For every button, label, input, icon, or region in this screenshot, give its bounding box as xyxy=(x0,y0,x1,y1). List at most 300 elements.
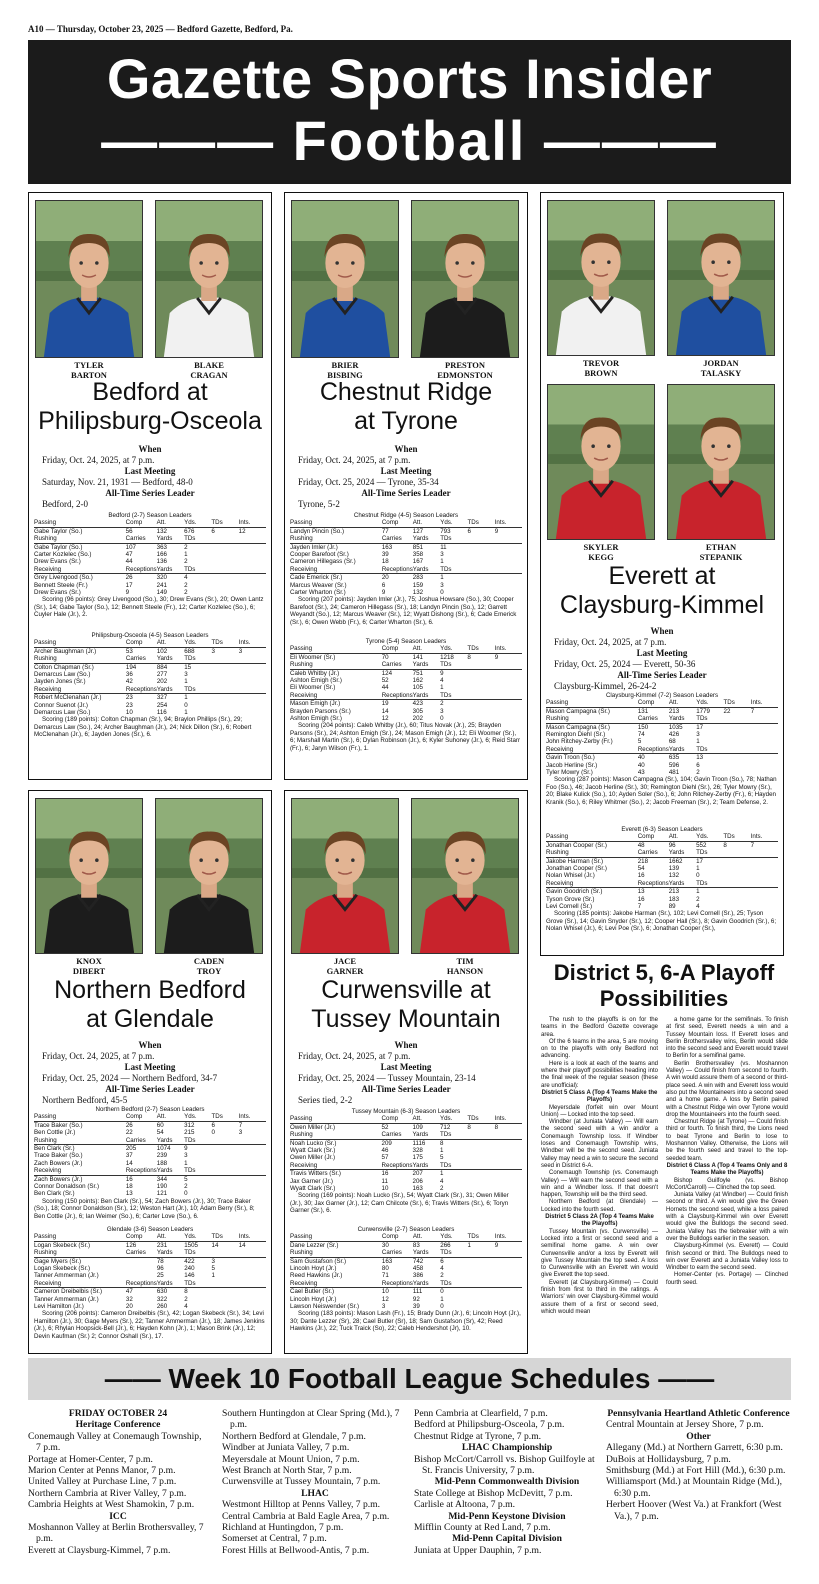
stats-cell xyxy=(467,715,494,722)
stats-cell: 163 xyxy=(381,543,393,551)
stats-table xyxy=(290,519,522,596)
season-leaders-caption: Northern Bedford (2-7) Season Leaders xyxy=(95,1106,205,1113)
stats-cell: 74 xyxy=(637,731,645,739)
stats-cell xyxy=(467,700,494,708)
stats-cell: Passing xyxy=(546,699,638,707)
player-last-name: TROY xyxy=(196,966,222,976)
stats-cell: 6 xyxy=(211,1121,215,1129)
stats-cell: Att. xyxy=(413,645,440,653)
scoring-note: Scoring (189 points): Colton Chapman (Sr.), 94; Braylon Phillips (Sr.), 29; Demarcus Law (So.), 24; Archer Baughman (Jr.), 24; Nick Dillon (Sr.), 6; Robert McClenahan (Jr.), 6; Jayden Jones (Sr.), 6. xyxy=(34,716,252,739)
stats-cell: 52 xyxy=(381,1123,389,1131)
stats-cell xyxy=(751,903,778,910)
stats-cell: 630 xyxy=(156,1288,168,1296)
stats-cell: 10 xyxy=(381,1185,389,1193)
season-leaders xyxy=(34,1226,266,1340)
stats-cell xyxy=(724,723,751,731)
player-first-name: JACE xyxy=(333,956,357,966)
stats-section-header xyxy=(290,645,522,653)
stats-cell: 3 xyxy=(184,671,188,679)
stats-cell: 166 xyxy=(156,551,167,559)
stats-cell: 0 xyxy=(440,589,444,597)
stats-cell: 328 xyxy=(412,1147,423,1155)
schedule-game: Northern Cambria at River Valley, 7 p.m. xyxy=(28,1487,187,1499)
stats-cell: 11 xyxy=(440,543,447,551)
player-last-name: TALASKY xyxy=(700,368,742,378)
scoring-note: Scoring (183 points): Mason Lash (Fr.), 15; Brady Dunn (Jr.), 6; Lincoln Hoyt (Jr.), 30; Dante Lezzer (Sr), 28; Cael Butler (Sr), 18; Sam Gustafson (Sr), 42; Reed Hawkins (Jr.), 22; Tuck Traick (So), 22; Caleb Hendershot (Jr), 10. xyxy=(290,1310,521,1333)
stats-cell xyxy=(212,1288,239,1296)
season-leaders-caption: Everett (6-3) Season Leaders xyxy=(621,826,703,833)
stats-cell: Zach Bowers (Jr.) xyxy=(34,1175,83,1183)
stats-cell xyxy=(239,1190,266,1197)
stats-cell: Yds. xyxy=(440,645,467,653)
stats-cell: Yds. xyxy=(184,1233,211,1241)
stats-cell: Comp xyxy=(126,639,157,647)
game-title-line2: Philipsburg-Osceola xyxy=(38,407,262,435)
stats-cell: Receiving xyxy=(290,1162,382,1170)
stats-cell: 23 xyxy=(125,694,133,702)
stats-cell: 7 xyxy=(750,707,755,715)
series-leader-value: Northern Bedford, 45-5 xyxy=(42,1095,128,1105)
stats-cell: Yds. xyxy=(184,639,211,647)
when-value: Friday, Oct. 24, 2025, at 7 p.m. xyxy=(554,637,667,647)
stats-cell: Bennett Steele (Fr.) xyxy=(34,581,88,589)
stats-cell: 22 xyxy=(125,1129,133,1137)
game-title-line1: Everett at xyxy=(608,562,716,590)
stats-cell: 3 xyxy=(440,581,444,589)
stats-cell xyxy=(723,857,750,865)
stats-cell xyxy=(212,694,239,702)
scoring-note: Scoring (96 points): Grey Livengood (So.), 30; Drew Evans (Sr.), 20; Owen Lantz (Sr.), 14; Gabe Taylor (So.), 12; Bennett Steele (Fr.), 12; Carter Kozlelec (So.), 6; Cuyler Hale (Jr.), 2. xyxy=(34,596,264,619)
stats-cell xyxy=(723,896,750,903)
player-first-name: PRESTON xyxy=(445,360,485,370)
stats-cell: 1035 xyxy=(668,723,683,731)
player-last-name: BROWN xyxy=(584,368,618,378)
season-leaders xyxy=(290,1226,522,1333)
stats-cell: Logan Skebeck (Sr.) xyxy=(34,1265,91,1273)
stats-cell: Ashton Emigh (Sr.) xyxy=(290,677,342,685)
stats-cell: Passing xyxy=(546,833,638,841)
stats-cell: Passing xyxy=(34,639,126,647)
stats-cell xyxy=(239,1160,266,1167)
stats-cell: 102 xyxy=(156,647,168,655)
stats-cell: Passing xyxy=(290,1233,382,1241)
stats-cell: 89 xyxy=(668,903,676,911)
player-first-name: KNOX xyxy=(76,956,102,966)
stats-cell xyxy=(467,1178,494,1185)
stats-cell: TDs xyxy=(184,566,211,574)
stats-cell: Carries xyxy=(382,535,413,543)
stats-section-header xyxy=(290,566,522,574)
stats-cell xyxy=(211,589,238,596)
stats-cell: 2 xyxy=(184,558,188,566)
stats-cell: Ints. xyxy=(495,519,522,527)
district-paragraph: Everett (at Claysburg-Kimmel) — Could finish from first to third in the ratings. A Warriors' win over Claysburg-Kimmel would assure them of a first or second seed, which would mean xyxy=(541,1279,658,1315)
stats-cell: TDs xyxy=(211,1113,238,1121)
stats-cell: Yards xyxy=(157,566,184,574)
season-leaders-caption: Tussey Mountain (6-3) Season Leaders xyxy=(351,1108,461,1115)
stats-cell: Eli Woomer (Sr.) xyxy=(290,684,336,692)
stats-cell xyxy=(495,1280,522,1288)
stats-cell: 136 xyxy=(156,558,167,566)
stats-cell xyxy=(126,1257,157,1265)
stats-cell: Carries xyxy=(638,849,669,857)
last-meeting-value: Friday, Oct. 25, 2024 — Northern Bedford, 34-7 xyxy=(42,1073,218,1083)
stats-cell xyxy=(724,738,751,745)
district-paragraph: Conemaugh Township (vs. Conemaugh Valley) — Will earn the second seed with a win and a Windber loss. If that doesn't happen, Township will be the third seed. xyxy=(541,1170,658,1199)
stats-cell xyxy=(239,702,266,709)
stats-cell xyxy=(211,1167,238,1175)
schedule-game: Carlisle at Altoona, 7 p.m. xyxy=(414,1499,515,1511)
stats-row xyxy=(290,1265,522,1272)
schedule-game: Smithsburg (Md.) at Fort Hill (Md.), 6:30 p.m. xyxy=(606,1465,786,1477)
stats-section-header xyxy=(290,1131,522,1139)
stats-cell: TDs xyxy=(212,639,239,647)
stats-cell xyxy=(467,582,494,589)
stats-cell: 3 xyxy=(381,1303,386,1311)
season-leaders xyxy=(290,512,522,626)
stats-cell xyxy=(495,1139,522,1147)
stats-cell: 132 xyxy=(156,527,167,535)
stats-cell: 742 xyxy=(412,1257,424,1265)
stats-cell: Carries xyxy=(126,1137,157,1145)
stats-row xyxy=(34,1121,266,1129)
stats-row xyxy=(34,551,266,558)
stats-cell xyxy=(211,1175,238,1183)
stats-cell: Comp xyxy=(382,1115,413,1123)
stats-cell: 241 xyxy=(156,581,167,589)
stats-row xyxy=(34,527,266,535)
stats-cell: Yards xyxy=(669,746,696,754)
stats-cell: 1505 xyxy=(184,1241,198,1249)
stats-row xyxy=(34,543,266,551)
stats-row xyxy=(290,1241,522,1249)
stats-cell xyxy=(495,1296,522,1303)
stats-section-header xyxy=(34,1233,266,1241)
stats-cell: Gabe Taylor (So.) xyxy=(34,527,83,535)
schedule-game: Moshannon Valley at Berlin Brothersvalley, 7 p.m. xyxy=(28,1522,204,1545)
stats-cell: Ben Clark (Sr.) xyxy=(34,1145,75,1153)
stats-cell: Remington Diehl (Sr.) xyxy=(546,731,606,739)
stats-cell: Passing xyxy=(290,1115,382,1123)
stats-cell xyxy=(239,1288,266,1296)
stats-cell: TDs xyxy=(440,535,467,543)
stats-cell: 676 xyxy=(184,527,195,535)
stats-cell xyxy=(239,1303,266,1310)
stats-cell: Receptions xyxy=(125,1279,157,1287)
stats-cell: 260 xyxy=(156,1303,168,1311)
stats-cell xyxy=(211,1137,238,1145)
stats-cell xyxy=(211,566,238,574)
stats-row xyxy=(34,1303,266,1310)
stats-cell: 18 xyxy=(125,1183,133,1191)
stats-cell xyxy=(495,543,522,551)
district-paragraph: Of the 6 teams in the area, 5 are moving on to the playoffs with only Bedford not advancing. xyxy=(541,1038,658,1060)
stats-cell: Brayden Parsons (Sr.) xyxy=(290,707,351,715)
stats-cell: Receptions xyxy=(637,879,669,887)
stats-row xyxy=(290,582,522,589)
stats-cell: 109 xyxy=(412,1123,423,1131)
stats-cell: 1 xyxy=(184,678,188,686)
stats-cell xyxy=(239,1272,266,1279)
stats-cell: 207 xyxy=(412,1170,423,1178)
game-title-line1: Curwensville at xyxy=(321,976,491,1004)
stats-cell: 12 xyxy=(381,715,389,723)
stats-cell: TDs xyxy=(184,535,211,543)
schedule-banner: —— Week 10 Football League Schedules —— xyxy=(28,1358,791,1400)
stats-cell: 6 xyxy=(696,761,700,769)
stats-cell: 4 xyxy=(696,903,700,911)
stats-cell: 283 xyxy=(412,574,424,582)
last-meeting-value: Friday, Oct. 25, 2024 — Everett, 50-36 xyxy=(554,659,696,669)
season-leaders xyxy=(34,1106,266,1220)
game-title-line1: Bedford at xyxy=(92,378,208,406)
stats-cell xyxy=(724,754,751,762)
stats-table xyxy=(290,1233,522,1310)
stats-cell: Carries xyxy=(638,715,669,723)
when-label: When xyxy=(394,1040,418,1050)
stats-cell: 10 xyxy=(381,1288,389,1296)
stats-cell: Rushing xyxy=(290,1249,382,1257)
stats-cell: 1 xyxy=(440,574,444,582)
stats-cell: Cameron Dreibelbis (Sr.) xyxy=(34,1288,103,1296)
stats-cell: 17 xyxy=(125,581,133,589)
stats-cell xyxy=(468,1288,495,1296)
stats-cell: 1 xyxy=(696,738,700,746)
stats-cell xyxy=(468,1296,495,1303)
schedule-game: Windber at Juniata Valley, 7 p.m. xyxy=(222,1442,350,1454)
stats-cell xyxy=(751,731,778,738)
stats-cell xyxy=(751,769,778,776)
stats-row xyxy=(290,1303,522,1310)
stats-cell: 1 xyxy=(184,551,188,559)
stats-cell: 1218 xyxy=(440,653,454,661)
player-name xyxy=(667,358,775,378)
stats-cell xyxy=(467,589,494,596)
game-info xyxy=(298,1040,514,1106)
stats-cell: 60 xyxy=(156,1121,164,1129)
stats-cell: 322 xyxy=(156,1295,168,1303)
game-title xyxy=(284,378,528,436)
stats-row xyxy=(34,1288,266,1296)
stats-cell xyxy=(495,582,522,589)
stats-section-header xyxy=(546,833,778,841)
player-name xyxy=(155,360,263,380)
stats-cell: TDs xyxy=(184,1280,211,1288)
stats-cell: Comp xyxy=(382,645,413,653)
stats-cell xyxy=(467,566,494,574)
stats-cell xyxy=(239,1249,266,1257)
stats-cell: 111 xyxy=(412,1288,423,1296)
stats-cell: 3 xyxy=(238,1129,243,1137)
stats-cell: 202 xyxy=(156,678,168,686)
stats-cell: 10 xyxy=(125,709,133,717)
stats-cell xyxy=(468,1249,495,1257)
stats-cell xyxy=(212,655,239,663)
stats-cell: 42 xyxy=(125,678,133,686)
schedule-game: Williamsport (Md.) at Mountain Ridge (Md.), 6:30 p.m. xyxy=(606,1476,783,1499)
stats-cell xyxy=(239,1280,266,1288)
stats-cell: 1662 xyxy=(668,857,683,865)
stats-cell: 1 xyxy=(184,1159,188,1167)
stats-cell: Receiving xyxy=(34,686,126,694)
stats-cell: 22 xyxy=(723,707,731,715)
stats-cell xyxy=(212,678,239,685)
schedule-heading: Other xyxy=(686,1430,711,1442)
player-last-name: EDMONSTON xyxy=(437,370,493,380)
stats-section-header xyxy=(34,535,266,543)
stats-cell: 47 xyxy=(125,551,133,559)
stats-cell: Passing xyxy=(290,519,382,527)
stats-cell: TDs xyxy=(467,519,494,527)
stats-cell: Comp xyxy=(638,699,669,707)
when-label: When xyxy=(650,626,674,636)
stats-cell: 149 xyxy=(156,589,167,597)
stats-cell: TDs xyxy=(184,1167,211,1175)
stats-row xyxy=(34,1129,266,1136)
stats-cell: 26 xyxy=(125,574,133,582)
district-subhead: District 5 Class A (Top 4 Teams Make the Playoffs) xyxy=(541,1089,658,1104)
stats-cell xyxy=(751,865,778,872)
season-leaders xyxy=(34,632,266,739)
when-value: Friday, Oct. 24, 2025, at 7 p.m. xyxy=(42,1051,155,1061)
stats-row xyxy=(290,1288,522,1296)
stats-cell: 14 xyxy=(125,1159,133,1167)
stats-cell: 96 xyxy=(156,1265,164,1273)
stats-cell: 0 xyxy=(211,1129,215,1137)
stats-row xyxy=(34,663,266,671)
player-first-name: TREVOR xyxy=(582,358,620,368)
stats-cell: Ints. xyxy=(751,699,778,707)
stats-row xyxy=(290,715,522,722)
stats-cell: Cameron Hillegass (Sr.) xyxy=(290,558,356,566)
stats-cell: 0 xyxy=(184,701,188,709)
stats-cell: Receiving xyxy=(34,1280,126,1288)
schedule-heading: LHAC xyxy=(301,1487,329,1499)
stats-cell xyxy=(239,1265,266,1272)
stats-row xyxy=(290,551,522,558)
stats-cell: TDs xyxy=(696,715,723,723)
stats-cell: 254 xyxy=(156,701,168,709)
stats-section-header xyxy=(34,686,266,694)
stats-cell: 1116 xyxy=(412,1139,426,1147)
stats-row xyxy=(290,708,522,715)
game-info xyxy=(554,626,770,692)
stats-cell: Yds. xyxy=(184,1113,211,1121)
player-last-name: GARNER xyxy=(326,966,364,976)
series-leader-value: Claysburg-Kimmel, 26-24-2 xyxy=(554,681,657,691)
stats-cell: Receiving xyxy=(290,566,382,574)
stats-cell xyxy=(495,1131,522,1139)
stats-cell xyxy=(751,746,778,754)
stats-cell xyxy=(126,1265,157,1272)
stats-cell xyxy=(495,1249,522,1257)
stats-cell: 150 xyxy=(637,723,649,731)
stats-table xyxy=(34,519,266,596)
stats-cell: Carter Wharton (Sr.) xyxy=(290,589,346,597)
stats-cell xyxy=(212,1249,239,1257)
stats-cell xyxy=(723,888,750,896)
scoring-note: Scoring (185 points): Jakobe Harman (Sr.), 102; Levi Cornell (Sr.), 25; Tyson Grove (Sr.), 14; Gavin Snyder (Sr.), 12; Cooper Hall (Sr.), 8; Gavin Goodrich (Sr.), 6; Nolan Whisel (Jr.), 6; Levi Poe (Sr.), 6; Jonathan Cooper (Sr.), xyxy=(546,910,777,933)
stats-cell: TDs xyxy=(184,686,211,694)
district-paragraph: Here is a look at each of the teams and where their playoff possibilities heading into the final week of the regular season (these are unofficial): xyxy=(541,1060,658,1089)
stats-row xyxy=(546,769,778,776)
series-leader-label: All-Time Series Leader xyxy=(617,670,707,680)
stats-row xyxy=(290,669,522,677)
stats-cell xyxy=(239,1257,266,1265)
district-title: District 5, 6-A Playoff Possibilities xyxy=(553,960,775,1011)
stats-cell: Noah Lucko (Sr.) xyxy=(290,1139,337,1147)
stats-cell: Ints. xyxy=(239,1233,266,1241)
player-name xyxy=(291,360,399,380)
stats-cell: 13 xyxy=(637,888,645,896)
stats-cell: 26 xyxy=(125,1121,133,1129)
stats-cell: Receiving xyxy=(290,692,382,700)
stats-cell: 6 xyxy=(211,527,215,535)
stats-row xyxy=(546,731,778,738)
game-title-line2: at Tyrone xyxy=(354,407,458,435)
stats-cell: 3 xyxy=(211,647,215,655)
district-column-1 xyxy=(541,1017,658,1316)
stats-cell: TDs xyxy=(468,1233,495,1241)
stats-cell: 3 xyxy=(211,1257,215,1265)
stats-cell xyxy=(212,1280,239,1288)
schedule-heading: Mid-Penn Capital Division xyxy=(452,1533,562,1545)
stats-cell xyxy=(751,880,778,888)
player-name xyxy=(667,542,775,562)
stats-cell: Robert McClenahan (Jr.) xyxy=(34,694,102,702)
stats-row xyxy=(34,647,266,655)
stats-cell: 116 xyxy=(156,709,167,717)
player-photo xyxy=(155,200,263,358)
stats-cell: 215 xyxy=(184,1129,195,1137)
stats-row xyxy=(290,684,522,691)
stats-row xyxy=(290,558,522,565)
district-column-2 xyxy=(666,1017,788,1287)
stats-section-header xyxy=(34,639,266,647)
stats-cell: 7 xyxy=(750,841,755,849)
stats-cell: Mason Emigh (Jr.) xyxy=(290,700,341,708)
schedule-game: Allegany (Md.) at Northern Garrett, 6:30 p.m. xyxy=(606,1442,783,1454)
stats-cell xyxy=(239,1167,266,1175)
stats-cell: Comp xyxy=(126,519,157,527)
stats-cell: 6 xyxy=(440,1257,444,1265)
stats-cell: TDs xyxy=(440,566,467,574)
last-meeting-value: Saturday, Nov. 21, 1931 — Bedford, 48-0 xyxy=(42,477,193,487)
stats-cell xyxy=(467,1185,494,1192)
stats-cell: Gabe Taylor (So.) xyxy=(34,543,83,551)
last-meeting-value: Friday, Oct. 25, 2024 — Tyrone, 35-34 xyxy=(298,477,439,487)
stats-row xyxy=(290,677,522,684)
player-first-name: BRIER xyxy=(331,360,359,370)
stats-cell: 481 xyxy=(668,769,680,777)
stats-cell xyxy=(495,700,522,708)
stats-cell: Tyson Grove (Sr.) xyxy=(546,895,595,903)
stats-cell xyxy=(495,1303,522,1310)
stats-cell: Cael Butler (Sr.) xyxy=(290,1288,335,1296)
player-first-name: ETHAN xyxy=(705,542,737,552)
stats-cell xyxy=(495,1170,522,1178)
season-leaders-caption: Tyrone (5-4) Season Leaders xyxy=(365,638,447,645)
stats-row xyxy=(546,707,778,715)
stats-row xyxy=(546,865,778,872)
player-first-name: JORDAN xyxy=(703,358,739,368)
stats-cell: 1 xyxy=(696,888,700,896)
stats-cell: 635 xyxy=(668,754,680,762)
when-value: Friday, Oct. 24, 2025, at 7 p.m. xyxy=(42,455,155,465)
stats-cell: TDs xyxy=(211,519,238,527)
stats-cell: 47 xyxy=(125,1288,133,1296)
stats-cell: Yards xyxy=(413,661,440,669)
